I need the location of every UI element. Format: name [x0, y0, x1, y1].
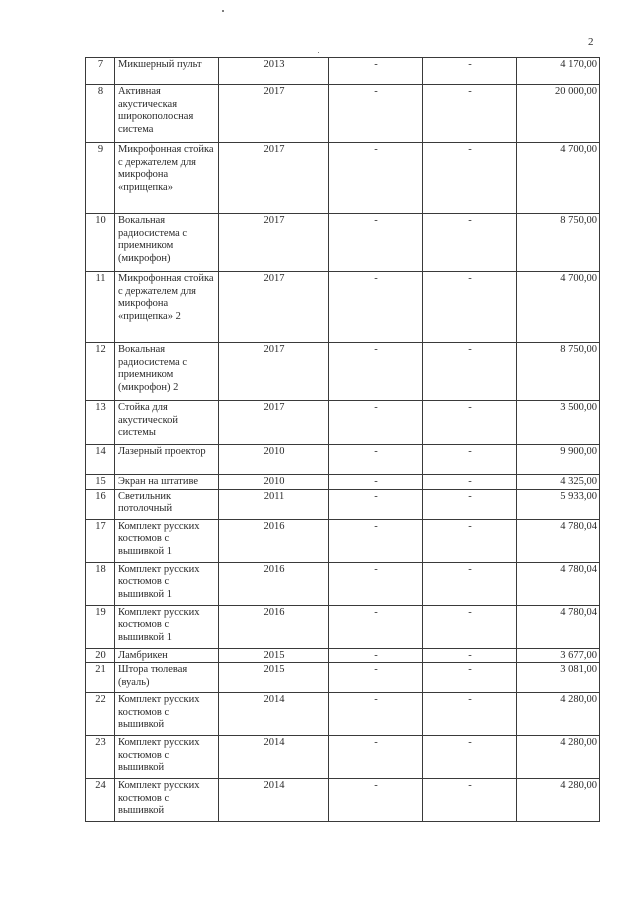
item-col5: - [423, 58, 517, 85]
item-name: Микрофонная стойка с держателем для микрофона «прищепка» [115, 143, 219, 214]
item-col5: - [423, 272, 517, 343]
item-col5: - [423, 605, 517, 648]
row-number: 13 [86, 401, 115, 445]
item-col4: - [329, 693, 423, 736]
row-number: 12 [86, 343, 115, 401]
item-col5: - [423, 143, 517, 214]
table-row [86, 693, 600, 736]
item-price: 8 750,00 [517, 343, 600, 401]
item-price: 4 780,04 [517, 519, 600, 562]
item-col4: - [329, 214, 423, 272]
row-number: 15 [86, 475, 115, 490]
scan-speck [222, 10, 224, 12]
item-year: 2016 [219, 519, 329, 562]
row-number: 11 [86, 272, 115, 343]
item-year: 2017 [219, 143, 329, 214]
item-col5: - [423, 693, 517, 736]
item-year: 2014 [219, 736, 329, 779]
item-price: 3 500,00 [517, 401, 600, 445]
page-number: 2 [588, 36, 594, 48]
item-col5: - [423, 401, 517, 445]
item-price: 4 780,04 [517, 605, 600, 648]
row-number: 16 [86, 489, 115, 519]
item-name: Стойка для акустической системы [115, 401, 219, 445]
item-col4: - [329, 58, 423, 85]
item-col4: - [329, 475, 423, 490]
item-col5: - [423, 562, 517, 605]
item-col5: - [423, 85, 517, 143]
item-name: Микшерный пульт [115, 58, 219, 85]
row-number: 23 [86, 736, 115, 779]
item-col4: - [329, 445, 423, 475]
row-number: 18 [86, 562, 115, 605]
scan-speck [318, 52, 319, 53]
item-name: Вокальная радиосистема с приемником (микрофон) [115, 214, 219, 272]
item-year: 2014 [219, 779, 329, 822]
row-number: 10 [86, 214, 115, 272]
item-year: 2016 [219, 562, 329, 605]
inventory-table-body [86, 58, 600, 822]
item-price: 4 700,00 [517, 143, 600, 214]
row-number: 21 [86, 663, 115, 693]
item-year: 2017 [219, 343, 329, 401]
item-price: 9 900,00 [517, 445, 600, 475]
row-number: 19 [86, 605, 115, 648]
item-price: 3 081,00 [517, 663, 600, 693]
table-row [86, 519, 600, 562]
table-row [86, 648, 600, 663]
item-price: 4 700,00 [517, 272, 600, 343]
item-price: 4 780,04 [517, 562, 600, 605]
item-price: 4 325,00 [517, 475, 600, 490]
table-row [86, 343, 600, 401]
item-name: Микрофонная стойка с держателем для микрофона «прищепка» 2 [115, 272, 219, 343]
item-price: 5 933,00 [517, 489, 600, 519]
item-name: Активная акустическая широкополосная система [115, 85, 219, 143]
item-name: Комплект русских костюмов с вышивкой [115, 736, 219, 779]
item-name: Комплект русских костюмов с вышивкой 1 [115, 605, 219, 648]
item-year: 2017 [219, 214, 329, 272]
item-price: 4 280,00 [517, 736, 600, 779]
item-col4: - [329, 143, 423, 214]
row-number: 22 [86, 693, 115, 736]
item-name: Светильник потолочный [115, 489, 219, 519]
item-name: Лазерный проектор [115, 445, 219, 475]
item-name: Экран на штативе [115, 475, 219, 490]
item-col4: - [329, 736, 423, 779]
row-number: 9 [86, 143, 115, 214]
item-col4: - [329, 272, 423, 343]
table-row [86, 401, 600, 445]
item-col5: - [423, 779, 517, 822]
row-number: 20 [86, 648, 115, 663]
item-price: 8 750,00 [517, 214, 600, 272]
item-year: 2014 [219, 693, 329, 736]
item-col5: - [423, 475, 517, 490]
item-col5: - [423, 736, 517, 779]
item-col4: - [329, 401, 423, 445]
table-row [86, 736, 600, 779]
item-name: Комплект русских костюмов с вышивкой 1 [115, 519, 219, 562]
item-year: 2017 [219, 85, 329, 143]
table-row [86, 143, 600, 214]
item-year: 2017 [219, 401, 329, 445]
item-col4: - [329, 663, 423, 693]
row-number: 17 [86, 519, 115, 562]
table-row [86, 489, 600, 519]
item-year: 2016 [219, 605, 329, 648]
item-col4: - [329, 562, 423, 605]
item-name: Комплект русских костюмов с вышивкой [115, 693, 219, 736]
item-name: Ламбрикен [115, 648, 219, 663]
item-price: 20 000,00 [517, 85, 600, 143]
inventory-table [85, 57, 600, 822]
item-year: 2017 [219, 272, 329, 343]
table-row [86, 272, 600, 343]
table-row [86, 779, 600, 822]
row-number: 14 [86, 445, 115, 475]
item-col5: - [423, 648, 517, 663]
table-row [86, 85, 600, 143]
item-price: 3 677,00 [517, 648, 600, 663]
item-col5: - [423, 663, 517, 693]
table-row [86, 605, 600, 648]
table-row [86, 562, 600, 605]
item-col5: - [423, 445, 517, 475]
item-year: 2015 [219, 648, 329, 663]
table-row [86, 663, 600, 693]
item-price: 4 280,00 [517, 779, 600, 822]
item-col4: - [329, 489, 423, 519]
row-number: 24 [86, 779, 115, 822]
item-col4: - [329, 779, 423, 822]
item-year: 2013 [219, 58, 329, 85]
table-row [86, 475, 600, 490]
item-col5: - [423, 489, 517, 519]
item-col4: - [329, 343, 423, 401]
item-year: 2015 [219, 663, 329, 693]
item-col4: - [329, 85, 423, 143]
item-name: Комплект русских костюмов с вышивкой 1 [115, 562, 219, 605]
item-col4: - [329, 648, 423, 663]
row-number: 7 [86, 58, 115, 85]
table-row [86, 58, 600, 85]
item-name: Штора тюлевая (вуаль) [115, 663, 219, 693]
item-name: Комплект русских костюмов с вышивкой [115, 779, 219, 822]
row-number: 8 [86, 85, 115, 143]
item-col5: - [423, 519, 517, 562]
item-col4: - [329, 519, 423, 562]
item-price: 4 170,00 [517, 58, 600, 85]
item-price: 4 280,00 [517, 693, 600, 736]
item-year: 2010 [219, 445, 329, 475]
table-row [86, 445, 600, 475]
item-col5: - [423, 343, 517, 401]
item-year: 2010 [219, 475, 329, 490]
item-year: 2011 [219, 489, 329, 519]
table-row [86, 214, 600, 272]
item-col4: - [329, 605, 423, 648]
item-col5: - [423, 214, 517, 272]
item-name: Вокальная радиосистема с приемником (микрофон) 2 [115, 343, 219, 401]
